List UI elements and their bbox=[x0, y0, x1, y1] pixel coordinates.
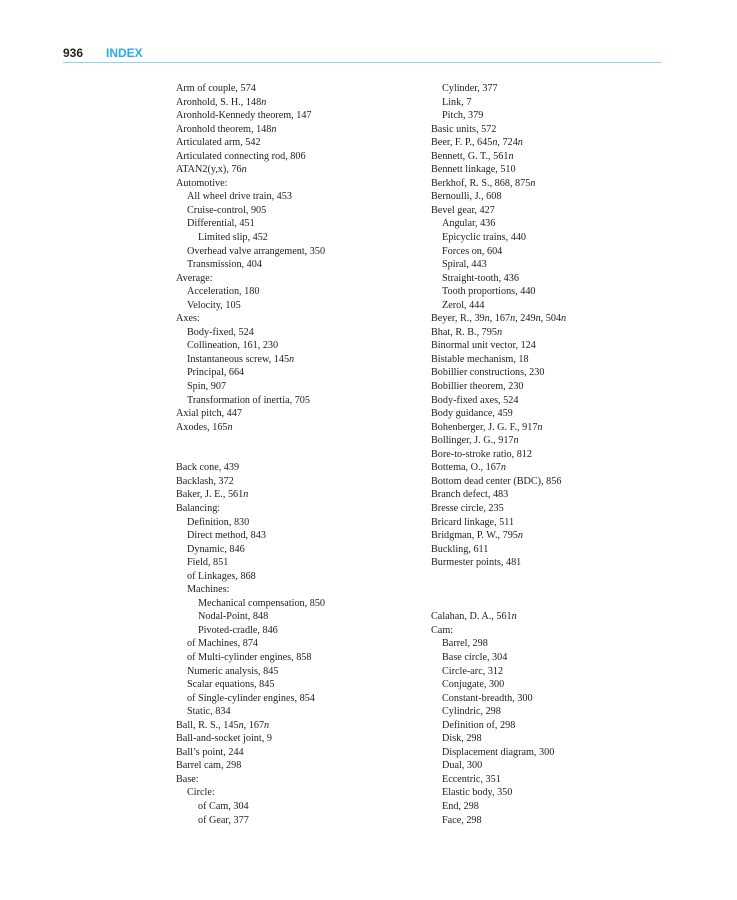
index-entry: Principal, 664 bbox=[187, 367, 245, 379]
index-entry: Balancing: bbox=[176, 502, 221, 514]
index-entry: Ball-and-socket joint, 9 bbox=[176, 733, 272, 745]
index-entry: Arm of couple, 574 bbox=[176, 83, 256, 94]
index-spacer bbox=[176, 434, 416, 448]
index-entry: Straight-tooth, 436 bbox=[442, 272, 519, 284]
index-entry: of Cam, 304 bbox=[198, 800, 249, 812]
index-entry: Bernoulli, J., 608 bbox=[431, 191, 502, 203]
index-entry: Nodal-Point, 848 bbox=[198, 611, 269, 623]
index-entry: Epicyclic trains, 440 bbox=[442, 232, 527, 244]
index-entry: Baker, J. E., 561n bbox=[176, 489, 249, 501]
index-entry: Calahan, D. A., 561n bbox=[431, 611, 517, 623]
index-entry: Bennett linkage, 510 bbox=[431, 164, 516, 176]
index-entry: Tooth proportions, 440 bbox=[442, 286, 536, 298]
index-entry: Acceleration, 180 bbox=[187, 286, 260, 298]
index-entry: Binormal unit vector, 124 bbox=[431, 340, 536, 352]
index-entry: Bresse circle, 235 bbox=[431, 502, 504, 514]
index-column-left bbox=[176, 82, 416, 827]
index-entry: Elastic body, 350 bbox=[442, 787, 513, 799]
index-entry: Back cone, 439 bbox=[176, 462, 240, 474]
index-entry: of Multi-cylinder engines, 858 bbox=[187, 651, 312, 663]
index-entry: Static, 834 bbox=[187, 706, 231, 718]
index-spacer bbox=[431, 570, 671, 584]
index-entry: Transformation of inertia, 705 bbox=[187, 394, 310, 406]
index-entry: Numeric analysis, 845 bbox=[187, 665, 279, 677]
index-entry: Circle: bbox=[187, 787, 215, 799]
index-entry: Axial pitch, 447 bbox=[176, 408, 242, 420]
index-entry: Axes: bbox=[176, 313, 200, 325]
index-entry: Velocity, 105 bbox=[187, 299, 241, 311]
index-entry: Aronhold-Kennedy theorem, 147 bbox=[176, 110, 312, 122]
index-entry: Barrel, 298 bbox=[442, 638, 488, 650]
index-entry: Articulated arm, 542 bbox=[176, 137, 261, 149]
index-entry: Body-fixed, 524 bbox=[187, 326, 254, 338]
index-entry: Cylindric, 298 bbox=[442, 706, 501, 718]
index-entry: Aronhold, S. H., 148n bbox=[176, 96, 267, 108]
section-title: INDEX bbox=[106, 46, 143, 60]
index-entry: Angular, 436 bbox=[442, 218, 496, 230]
index-entry: Average: bbox=[176, 272, 213, 284]
index-entry: Mechanical compensation, 850 bbox=[198, 597, 326, 609]
index-entry: Buckling, 611 bbox=[431, 543, 489, 555]
index-entry: Cam: bbox=[431, 624, 454, 636]
index-entry: of Single-cylinder engines, 854 bbox=[187, 692, 315, 704]
page-header bbox=[63, 46, 661, 62]
index-entry: Pitch, 379 bbox=[442, 110, 484, 122]
index-entry: Definition of, 298 bbox=[442, 719, 516, 731]
index-entry: Bricard linkage, 511 bbox=[431, 516, 515, 528]
header-rule bbox=[63, 62, 661, 63]
index-entry: Bridgman, P. W., 795n bbox=[431, 530, 523, 542]
index-entry: Instantaneous screw, 145n bbox=[187, 353, 295, 365]
index-entry: Collineation, 161, 230 bbox=[187, 340, 279, 352]
index-entry: Bollinger, J. G., 917n bbox=[431, 435, 519, 447]
index-entry: Conjugate, 300 bbox=[442, 679, 505, 691]
index-entry: Overhead valve arrangement, 350 bbox=[187, 245, 326, 257]
index-entry: Axodes, 165n bbox=[176, 421, 233, 433]
index-entry: Bistable mechanism, 18 bbox=[431, 353, 529, 365]
index-entry: Transmission, 404 bbox=[187, 259, 262, 271]
index-entry: Field, 851 bbox=[187, 557, 229, 569]
index-entry: Constant-breadth, 300 bbox=[442, 692, 533, 704]
index-entry: Ball, R. S., 145n, 167n bbox=[176, 719, 270, 731]
index-entry: Aronhold theorem, 148n bbox=[176, 123, 277, 135]
index-entry: Circle-arc, 312 bbox=[442, 665, 504, 677]
index-entry: Eccentric, 351 bbox=[442, 773, 501, 785]
index-entry: Dual, 300 bbox=[442, 760, 483, 772]
index-entry: Automotive: bbox=[176, 177, 228, 189]
index-entry: Machines: bbox=[187, 584, 230, 596]
index-entry: Barrel cam, 298 bbox=[176, 760, 242, 772]
index-entry: Zerol, 444 bbox=[442, 299, 485, 311]
index-entry: Bevel gear, 427 bbox=[431, 204, 495, 216]
index-entry: Base circle, 304 bbox=[442, 651, 508, 663]
index-entry: Pivoted-cradle, 846 bbox=[198, 624, 278, 636]
index-entry: Berkhof, R. S., 868, 875n bbox=[431, 177, 536, 189]
index-entry: Bhat, R. B., 795n bbox=[431, 326, 503, 338]
index-entry: Link, 7 bbox=[442, 96, 472, 108]
index-entry: Beer, F. P., 645n, 724n bbox=[431, 137, 523, 149]
index-entry: Bobillier theorem, 230 bbox=[431, 381, 524, 393]
index-entry: Differential, 451 bbox=[187, 218, 255, 230]
index-entry: Direct method, 843 bbox=[187, 530, 266, 542]
index-entry: Cruise-control, 905 bbox=[187, 204, 267, 216]
index-entry: of Linkages, 868 bbox=[187, 570, 256, 582]
index-entry: Backlash, 372 bbox=[176, 475, 234, 487]
index-entry: Body-fixed axes, 524 bbox=[431, 394, 519, 406]
index-entry: Basic units, 572 bbox=[431, 123, 497, 135]
index-column-right bbox=[431, 82, 671, 827]
index-entry: Bobillier constructions, 230 bbox=[431, 367, 545, 379]
index-spacer bbox=[176, 448, 416, 462]
index-entry: Definition, 830 bbox=[187, 516, 250, 528]
index-entry: Bore-to-stroke ratio, 812 bbox=[431, 448, 532, 460]
index-entry: Body guidance, 459 bbox=[431, 408, 513, 420]
index-entry: Bottom dead center (BDC), 856 bbox=[431, 475, 562, 487]
index-entry: All wheel drive train, 453 bbox=[187, 191, 292, 203]
index-entry: Articulated connecting rod, 806 bbox=[176, 150, 306, 162]
index-entry: Spiral, 443 bbox=[442, 259, 487, 271]
index-entry: ATAN2(y,x), 76n bbox=[176, 164, 247, 176]
index-entry: Spin, 907 bbox=[187, 381, 227, 393]
index-entry: of Gear, 377 bbox=[198, 814, 249, 826]
index-spacer bbox=[431, 597, 671, 611]
index-entry: Disk, 298 bbox=[442, 733, 482, 745]
index-entry: Dynamic, 846 bbox=[187, 543, 245, 555]
index-entry: Burmester points, 481 bbox=[431, 557, 522, 569]
index-entry: Displacement diagram, 300 bbox=[442, 746, 555, 758]
index-entry: Ball’s point, 244 bbox=[176, 746, 244, 758]
index-entry: of Machines, 874 bbox=[187, 638, 259, 650]
index-entry: Cylinder, 377 bbox=[442, 83, 498, 94]
index-entry: Bennett, G. T., 561n bbox=[431, 150, 514, 162]
page-number: 936 bbox=[63, 46, 84, 60]
index-entry: Bottema, O., 167n bbox=[431, 462, 506, 474]
index-entry: End, 298 bbox=[442, 800, 479, 812]
index-entry: Face, 298 bbox=[442, 814, 482, 826]
index-entry: Scalar equations, 845 bbox=[187, 679, 275, 691]
index-entry: Beyer, R., 39n, 167n, 249n, 504n bbox=[431, 313, 567, 325]
index-spacer bbox=[431, 583, 671, 597]
index-entry: Forces on, 604 bbox=[442, 245, 503, 257]
index-entry: Branch defect, 483 bbox=[431, 489, 509, 501]
index-entry: Base: bbox=[176, 773, 199, 785]
index-entry: Bohenberger, J. G. F., 917n bbox=[431, 421, 543, 433]
index-entry: Limited slip, 452 bbox=[198, 232, 268, 244]
